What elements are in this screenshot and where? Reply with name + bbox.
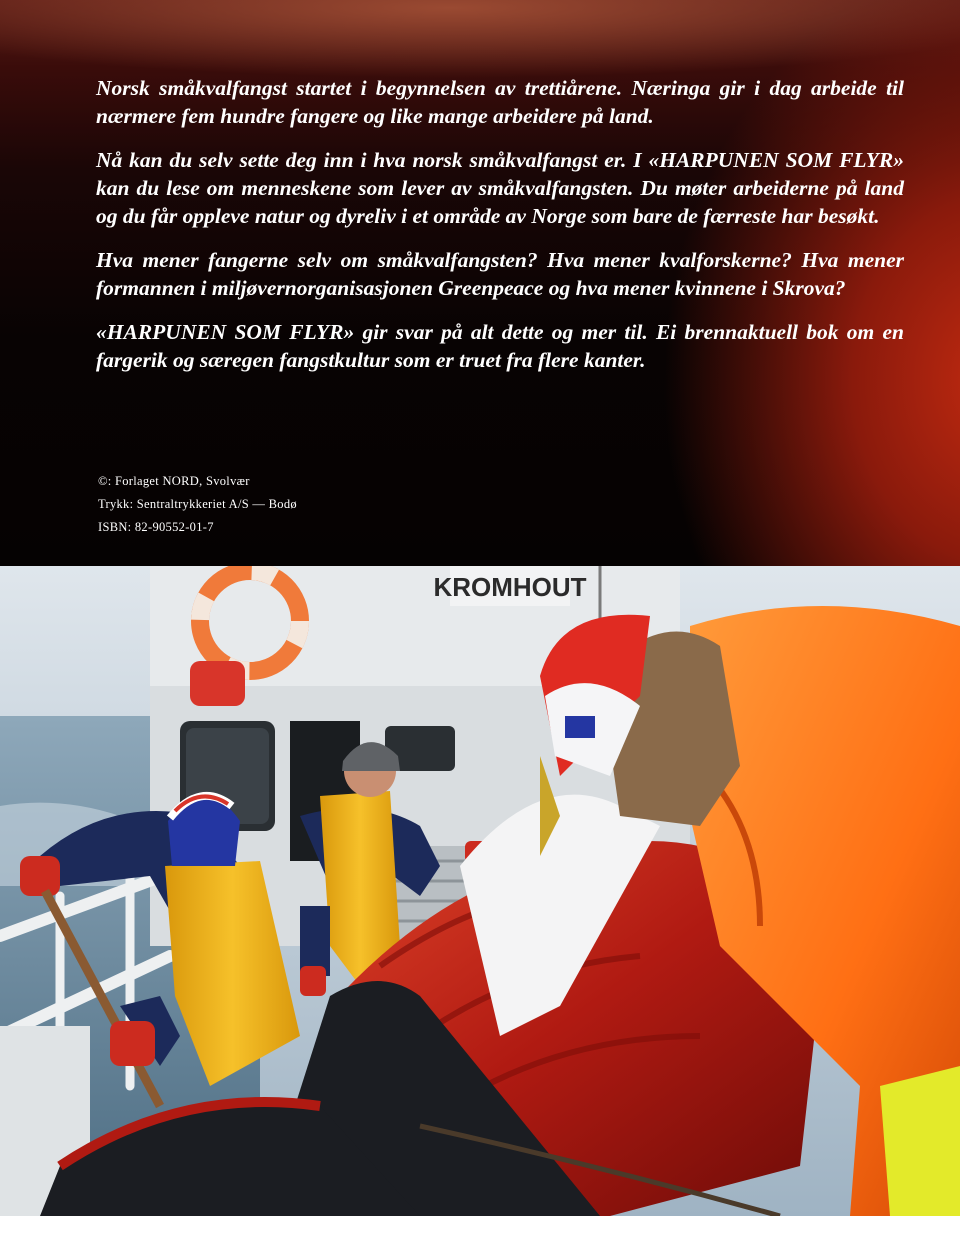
blurb-paragraph-3: Hva mener fangerne selv om småkvalfangsten? Hva mener kvalforskerne? Hva mener formannen i miljøvernorganisasjonen Greenpeace og hva mener kvinnene i Skrova? — [96, 248, 904, 300]
bottom-border — [0, 1216, 960, 1256]
whaling-deck-photo — [0, 566, 960, 1216]
back-cover-text-panel — [0, 0, 960, 566]
blurb-paragraph-2: Nå kan du selv sette deg inn i hva norsk småkvalfangst er. I «HARPUNEN SOM FLYR» kan du lese om menneskene som lever av småkvalfangsten. Du møter arbeiderne på land og du får oppleve natur og dyreliv i et område av Norge som bare de færreste har besøkt. — [96, 148, 904, 228]
kromhout-sign: KROMHOUT — [433, 572, 587, 602]
isbn-line: ISBN: 82-90552-01-7 — [98, 520, 214, 534]
blurb — [96, 74, 904, 390]
colophon — [98, 470, 297, 539]
blurb-paragraph-4: «HARPUNEN SOM FLYR» gir svar på alt dette og mer til. Ei brennaktuell bok om en fargerik og særegen fangstkultur som er truet fra flere kanter. — [96, 320, 904, 372]
printer-line: Trykk: Sentraltrykkeriet A/S — Bodø — [98, 497, 297, 511]
blurb-paragraph-1: Norsk småkvalfangst startet i begynnelsen av trettiårene. Næringa gir i dag arbeide til nærmere fem hundre fangere og like mange arbeidere på land. — [96, 76, 904, 128]
photo-illustration — [0, 566, 960, 1216]
copyright-line: ©: Forlaget NORD, Svolvær — [98, 474, 250, 488]
